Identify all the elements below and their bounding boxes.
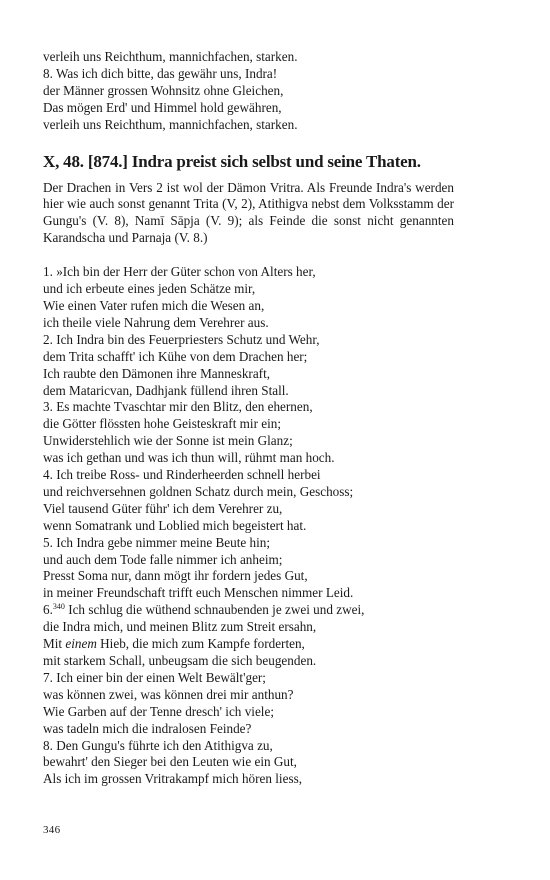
section-heading: X, 48. [874.] Indra preist sich selbst und seine Thaten. (43, 151, 421, 171)
verse-line: 8. Den Gungu's führte ich den Atithigva zu, (43, 737, 273, 753)
verse-line: Ich raubte den Dämonen ihre Manneskraft, (43, 365, 271, 381)
verse-line: ich theile viele Nahrung dem Verehrer aus. (43, 314, 269, 330)
text-line: verleih uns Reichthum, mannichfachen, starken. (43, 116, 298, 132)
verse-line: was tadeln mich die indralosen Feinde? (43, 720, 252, 736)
verse-line: 7. Ich einer bin der einen Welt Bewält'ger; (43, 669, 266, 685)
preceding-verse (43, 49, 463, 134)
text-line: der Männer grossen Wohnsitz ohne Gleichen, (43, 82, 284, 98)
intro-paragraph: Der Drachen in Vers 2 ist wol der Dämon Vritra. Als Freunde Indra's werden hier wie auch sonst genannt Trita (V, 2), Atithigva nebst dem Volksstamm der Gungu's (V. 8), Namī Sāpja (V. 9); als Feinde die sonst nicht genannten Karandscha und Parnaja (V. 8.) (43, 179, 454, 246)
verse-line: Unwiderstehlich wie der Sonne ist mein Glanz; (43, 433, 293, 449)
text-line: verleih uns Reichthum, mannichfachen, starken. (43, 49, 298, 64)
verse-line: Wie Garben auf der Tenne dresch' ich viele; (43, 703, 274, 719)
verse-line: und ich erbeute eines jeden Schätze mir, (43, 281, 256, 297)
verse-line: mit starkem Schall, unbeugsam die sich beugenden. (43, 653, 317, 668)
verse-line: 3. Es machte Tvaschtar mir den Blitz, den ehernen, (43, 399, 313, 415)
verse-line: wenn Somatrank und Loblied mich begeistert hat. (43, 517, 307, 533)
verse-line: was ich gethan und was ich thun will, rühmt man hoch. (43, 450, 335, 466)
verse-line: Wie einen Vater rufen mich die Wesen an, (43, 297, 265, 313)
verse-line: 1. »Ich bin der Herr der Güter schon von Alters her, (43, 264, 316, 280)
emphasized-word: einem (65, 636, 97, 652)
verse-number: 6. (43, 602, 53, 618)
verse-line: bewahrt' den Sieger bei den Leuten wie ein Gut, (43, 754, 297, 770)
verse-line: 2. Ich Indra bin des Feuerpriesters Schutz und Wehr, (43, 331, 320, 347)
page-number: 346 (43, 824, 61, 836)
verse-line: 4. Ich treibe Ross- und Rinderheerden schnell herbei (43, 467, 321, 483)
text-line: 8. Was ich dich bitte, das gewähr uns, Indra! (43, 65, 278, 81)
hymn-verses (43, 264, 463, 788)
footnote-marker[interactable]: 340 (52, 602, 65, 612)
text-line: Das mögen Erd' und Himmel hold gewähren, (43, 99, 282, 115)
page-body (43, 49, 463, 788)
verse-line: die Indra mich, und meinen Blitz zum Streit ersahn, (43, 619, 317, 635)
verse-line: in meiner Freundschaft trifft euch Menschen nimmer Leid. (43, 585, 354, 601)
verse-text: Mit (43, 636, 66, 652)
verse-line: dem Trita schafft' ich Kühe von dem Drachen her; (43, 348, 308, 364)
verse-text: Hieb, die mich zum Kampfe forderten, (96, 636, 305, 652)
verse-line: was können zwei, was können drei mir anthun? (43, 686, 294, 702)
verse-line: dem Mataricvan, Dadhjank füllend ihren Stall. (43, 382, 289, 398)
verse-line-emphasis (43, 636, 463, 653)
verse-line: die Götter flössten hohe Geisteskraft mir ein; (43, 416, 282, 432)
verse-line: 5. Ich Indra gebe nimmer meine Beute hin; (43, 534, 271, 550)
verse-line: Presst Soma nur, dann mögt ihr fordern jedes Gut, (43, 568, 308, 584)
verse-line: Viel tausend Güter führ' ich dem Verehrer zu, (43, 500, 283, 516)
verse-line: und reichversehnen goldnen Schatz durch mein, Geschoss; (43, 483, 354, 499)
verse-line: und auch dem Tode falle nimmer ich anheim; (43, 551, 283, 567)
verse-line: Als ich im grossen Vritrakampf mich hören liess, (43, 771, 303, 787)
verse-line-6 (43, 602, 463, 619)
verse-text: Ich schlug die wüthend schnaubenden je zwei und zwei, (64, 602, 365, 618)
